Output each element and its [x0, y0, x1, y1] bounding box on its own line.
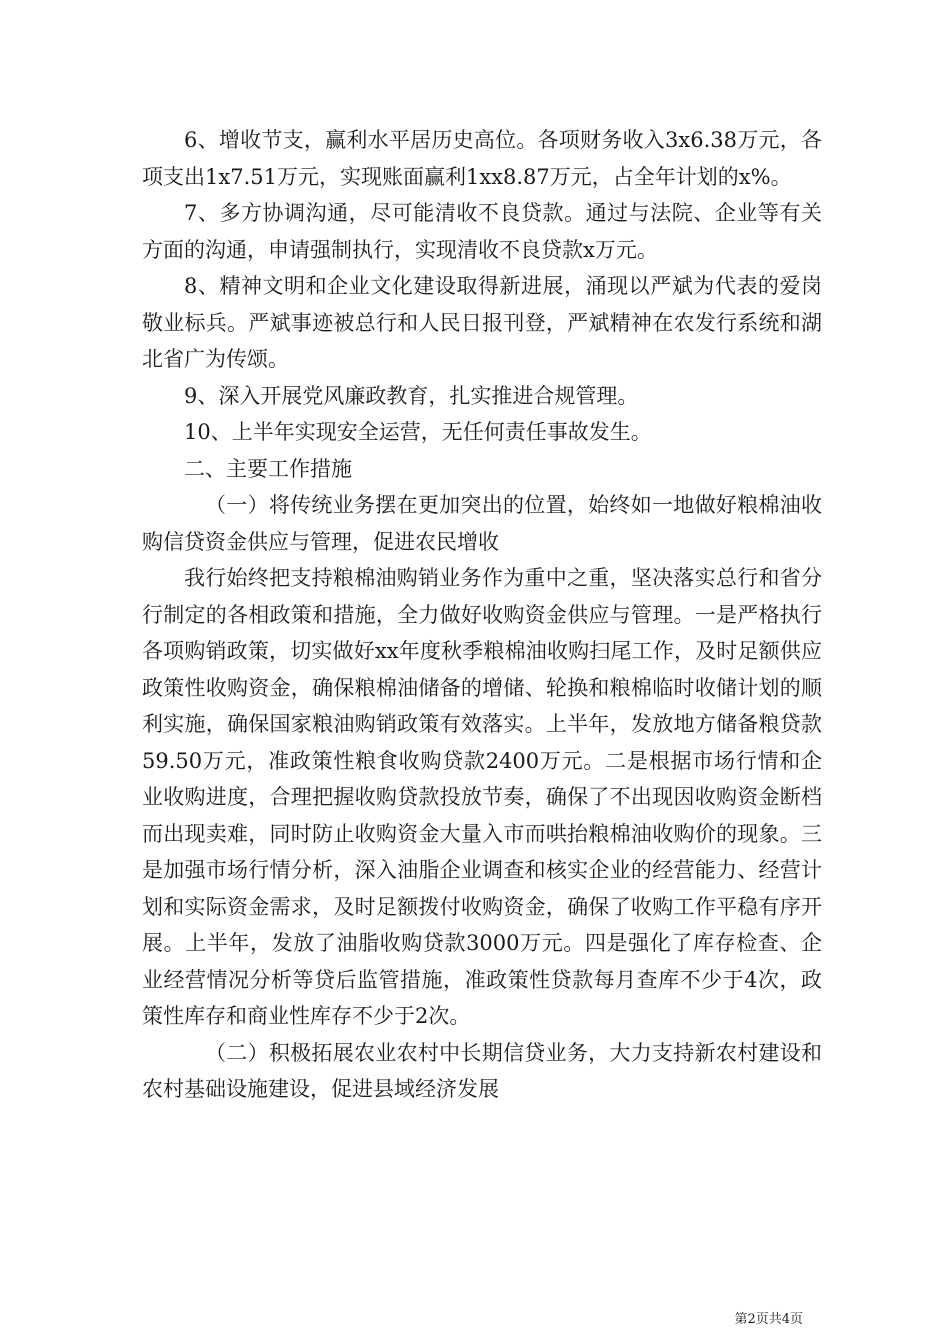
- paragraph-item-8: 8、精神文明和企业文化建设取得新进展，涌现以严斌为代表的爱岗敬业标兵。严斌事迹被总行和人民日报刊登，严斌精神在农发行系统和湖北省广为传颂。: [142, 274, 822, 371]
- page-number-footer: 第2页共4页: [734, 1312, 803, 1327]
- subsection-heading-2: （二）积极拓展农业农村中长期信贷业务，大力支持新农村建设和农村基础设施建设，促进县域经济发展: [142, 1040, 822, 1101]
- section-heading-main-measures: 二、主要工作措施: [184, 456, 352, 481]
- paragraph-item-9: 9、深入开展党风廉政教育，扎实推进合规管理。: [184, 383, 639, 408]
- paragraph-item-7: 7、多方协调沟通，尽可能清收不良贷款。通过与法院、企业等有关方面的沟通，申请强制执行，实现清收不良贷款x万元。: [142, 201, 822, 262]
- document-body: [142, 122, 822, 1108]
- subsection-heading-1: （一）将传统业务摆在更加突出的位置，始终如一地做好粮棉油收购信贷资金供应与管理，促进农民增收: [142, 493, 822, 554]
- paragraph-item-6: 6、增收节支，赢利水平居历史高位。各项财务收入3x6.38万元，各项支出1x7.51万元，实现账面赢利1xx8.87万元，占全年计划的x%。: [142, 128, 822, 189]
- paragraph-item-10: 10、上半年实现安全运营，无任何责任事故发生。: [184, 420, 652, 444]
- body-paragraph-grain-purchase: 我行始终把支持粮棉油购销业务作为重中之重，坚决落实总行和省分行制定的各相政策和措施，全力做好收购资金供应与管理。一是严格执行各项购销政策，切实做好xx年度秋季粮棉油收购扫尾工作，及时足额供应政策性收购资金，确保粮棉油储备的增储、轮换和粮棉临时收储计划的顺利实施，确保国家粮油购销政策有效落实。上半年，发放地方储备粮贷款59.50万元，准政策性粮食收购贷款2400万元。二是根据市场行情和企业收购进度，合理把握收购贷款投放节奏，确保了不出现因收购资金断档而出现卖难，同时防止收购资金大量入市而哄抬粮棉油收购价的现象。三是加强市场行情分析，深入油脂企业调查和核实企业的经营能力、经营计划和实际资金需求，及时足额拨付收购资金，确保了收购工作平稳有序开展。上半年，发放了油脂收购贷款3000万元。四是强化了库存检查、企业经营情况分析等贷后监管措施，准政策性贷款每月查库不少于4次，政策性库存和商业性库存不少于2次。: [142, 566, 822, 1028]
